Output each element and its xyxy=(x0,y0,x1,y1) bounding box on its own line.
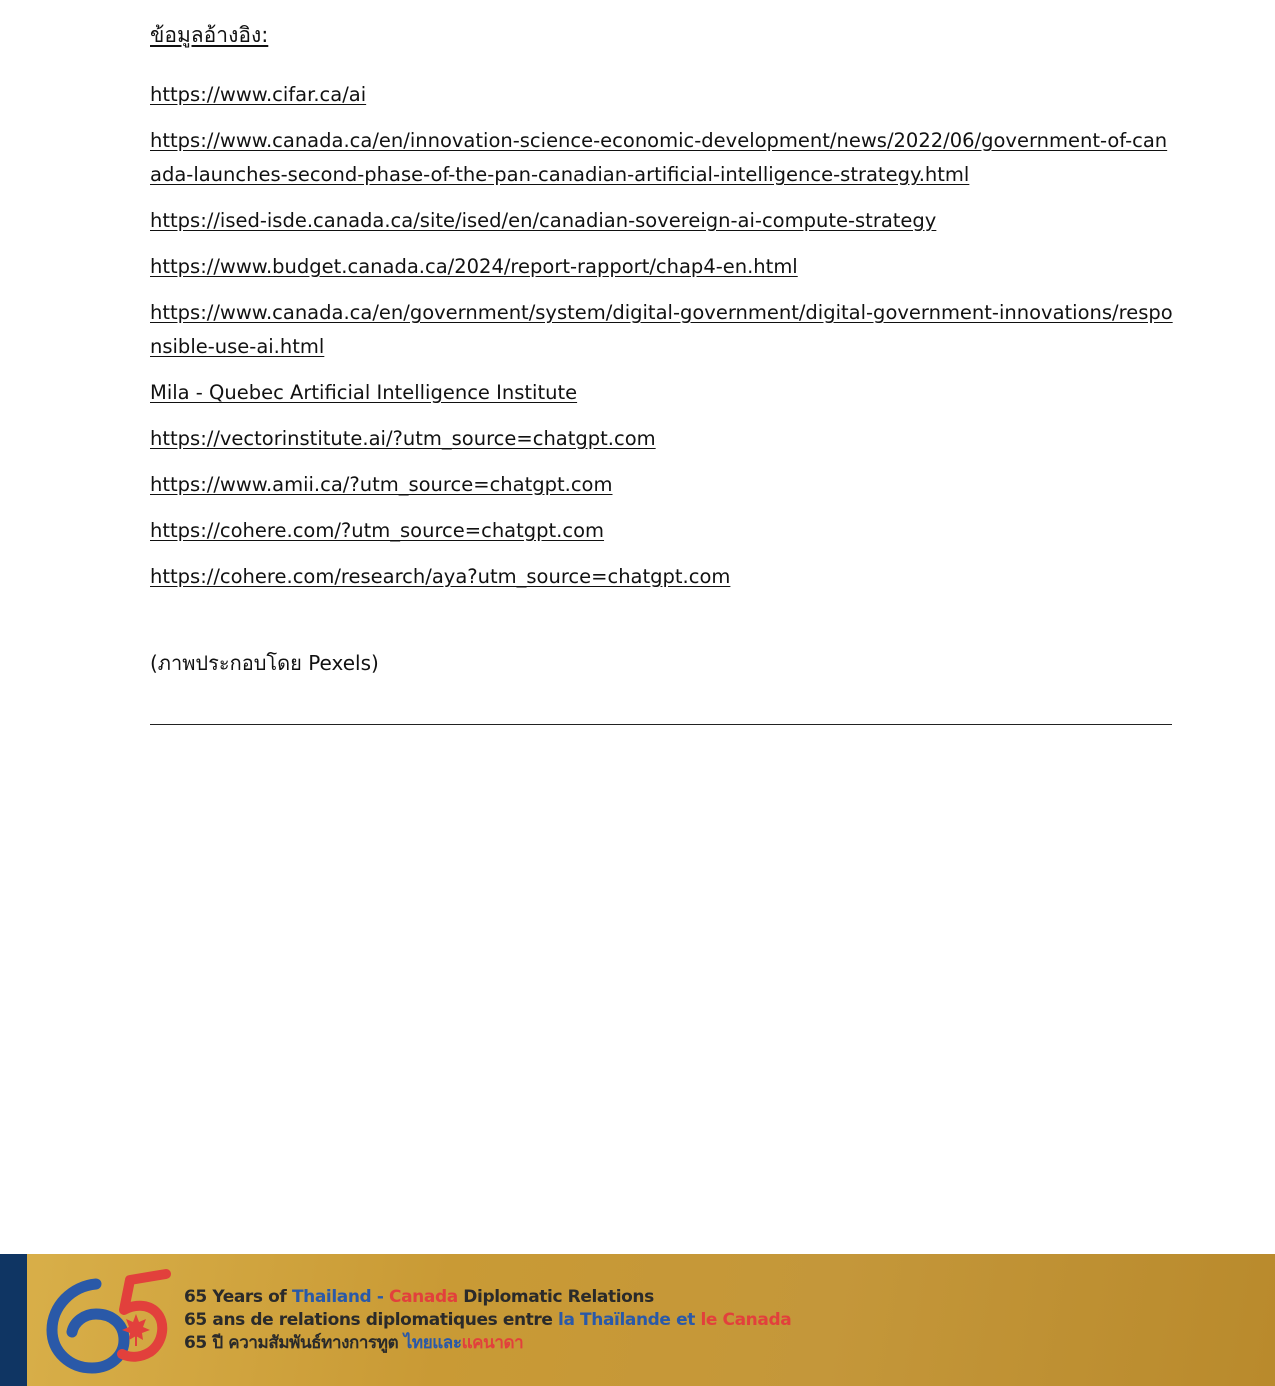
reference-link-responsible-ai[interactable]: https://www.canada.ca/en/government/system/digital-government/digital-government-innovations/responsible-use-ai.html xyxy=(150,301,1173,358)
list-item xyxy=(150,422,1175,456)
list-item xyxy=(150,560,1175,594)
reference-link-budget[interactable]: https://www.budget.canada.ca/2024/report-rapport/chap4-en.html xyxy=(150,255,798,278)
reference-link-vector[interactable]: https://vectorinstitute.ai/?utm_source=chatgpt.com xyxy=(150,427,656,450)
list-item xyxy=(150,514,1175,548)
reference-link-amii[interactable]: https://www.amii.ca/?utm_source=chatgpt.com xyxy=(150,473,613,496)
references-heading: ข้อมูลอ้างอิง: xyxy=(150,23,269,47)
list-item xyxy=(150,204,1175,238)
footer-line-english: 65 Years of Thailand - Canada Diplomatic Relations xyxy=(184,1287,654,1307)
list-item xyxy=(150,296,1175,364)
list-item xyxy=(150,250,1175,284)
reference-link-cifar[interactable]: https://www.cifar.ca/ai xyxy=(150,83,367,106)
list-item xyxy=(150,376,1175,410)
footer-line-french: 65 ans de relations diplomatiques entre la Thaïlande et le Canada xyxy=(184,1310,792,1330)
reference-list xyxy=(150,78,1175,594)
document-body xyxy=(150,18,1175,680)
footer-blue-stripe xyxy=(0,1254,27,1386)
list-item xyxy=(150,468,1175,502)
image-credit-caption: (ภาพประกอบโดย Pexels) xyxy=(150,651,379,675)
footer-banner xyxy=(0,1254,1275,1386)
section-divider xyxy=(150,724,1172,725)
reference-link-cohere-aya[interactable]: https://cohere.com/research/aya?utm_source=chatgpt.com xyxy=(150,565,731,588)
reference-link-cohere[interactable]: https://cohere.com/?utm_source=chatgpt.com xyxy=(150,519,605,542)
footer-line-thai: 65 ปี ความสัมพันธ์ทางการทูต ไทยและแคนาดา xyxy=(184,1333,524,1353)
list-item xyxy=(150,78,1175,112)
list-item xyxy=(150,124,1175,192)
footer-anniversary-text xyxy=(184,1286,791,1355)
reference-link-canada-news[interactable]: https://www.canada.ca/en/innovation-science-economic-development/news/2022/06/government-of-canada-launches-second-phase-of-the-pan-canadian-artificial-intelligence-strategy.html xyxy=(150,129,1168,186)
elephant-maple-65-logo-icon xyxy=(44,1266,174,1374)
reference-link-mila[interactable]: Mila - Quebec Artificial Intelligence Institute xyxy=(150,381,578,404)
reference-link-ised[interactable]: https://ised-isde.canada.ca/site/ised/en/canadian-sovereign-ai-compute-strategy xyxy=(150,209,937,232)
